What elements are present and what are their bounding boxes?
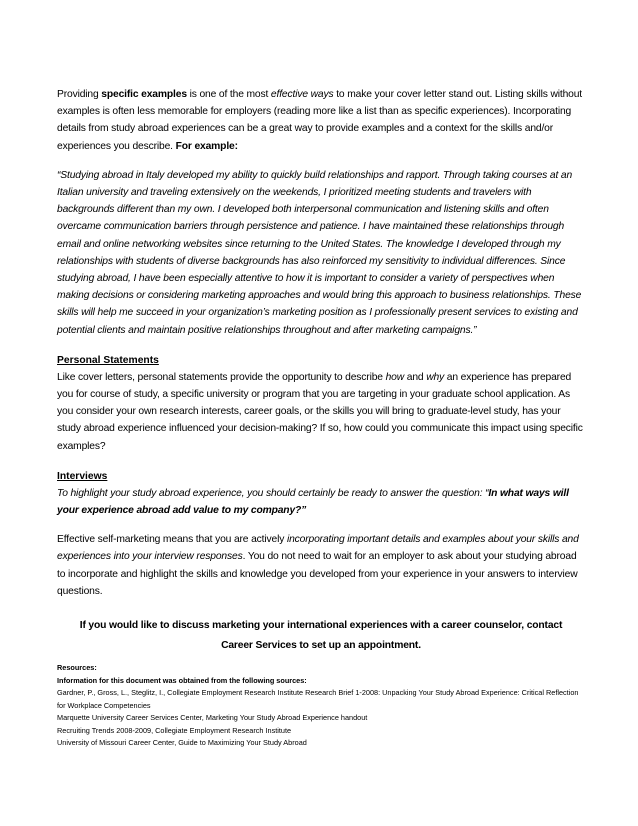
career-services-callout: If you would like to discuss marketing your international experiences with a career counselor, contact Career Services to set up an appointment. — [79, 620, 563, 652]
effective-ways-emphasis: effective ways — [270, 89, 334, 100]
resources-section — [57, 662, 585, 750]
resource-item: Gardner, P., Gross, L., Steglitz, I., Collegiate Employment Research Institute Research Brief 1-2008: Unpacking Your Study Abroad Experience: Critical Reflection for Workplace Competencies — [57, 688, 579, 710]
personal-statements-paragraph: Like cover letters, personal statements provide the opportunity to describe how and why an experience has prepared you for course of study, a specific university or program that you are targeting in your graduate school application. As you consider your own research interests, career goals, or the skills you will bring to graduate-level study, has your study abroad experience influenced your decision-making? If so, how could you communicate this impact using specific examples? — [57, 371, 583, 452]
interview-question-emphasis: In what ways will your experience abroad add value to my company?” — [57, 487, 569, 517]
specific-examples-emphasis: specific examples — [101, 89, 187, 100]
intro-paragraph: Providing specific examples is one of the most effective ways to make your cover letter stand out. Listing skills without examples is often less memorable for employers (reading more like a list than as specific experiences). Incorporating details from study abroad experiences can be a great way to provide examples and a context for the skills and/or experiences you describe. For example: — [57, 89, 583, 152]
document-body — [57, 86, 585, 656]
for-example-label: For example: — [175, 140, 238, 152]
resources-title: Resources: — [57, 663, 97, 672]
resources-subtitle: Information for this document was obtained from the following sources: — [57, 675, 307, 685]
resource-item: Marquette University Career Services Center, Marketing Your Study Abroad Experience handout — [57, 713, 368, 722]
resource-item: University of Missouri Career Center, Guide to Maximizing Your Study Abroad — [57, 738, 307, 747]
self-marketing-paragraph: Effective self-marketing means that you are actively incorporating important details and examples about your skills and experiences into your interview responses. You do not need to wait for an employer to ask about your studying abroad to incorporate and highlight the skills and knowledge you developed from your experience in your answers to interview questions. — [57, 534, 579, 597]
interviews-heading: Interviews — [57, 470, 108, 482]
interviews-question: To highlight your study abroad experience, you should certainly be ready to answer the question: “In what ways will your experience abroad add value to my company?” — [57, 487, 569, 517]
resource-item: Recruiting Trends 2008-2009, Collegiate Employment Research Institute — [57, 725, 292, 735]
example-quote: “Studying abroad in Italy developed my ability to quickly build relationships and rapport. Through taking courses at an Italian university and traveling extensively on the weekends, I prioritized meeting students and travelers with backgrounds different than my own. I developed both interpersonal communication and listening skills and often overcame communication barriers through persistence and patience. I have maintained these relationships through email and online networking websites since returning to the United States. The knowledge I developed through my relationships with students of diverse backgrounds has also reinforced my sensitivity to individual differences. Since studying abroad, I have been especially attentive to how it is important to consider a variety of perspectives when making decisions or considering marketing approaches and would bring this approach to business relationships. These skills will help me succeed in your organization’s marketing position as I professionally present services to existing and potential clients and maintain positive relationships throughout and after marketing campaigns.” — [57, 169, 582, 336]
personal-statements-heading: Personal Statements — [57, 354, 159, 366]
